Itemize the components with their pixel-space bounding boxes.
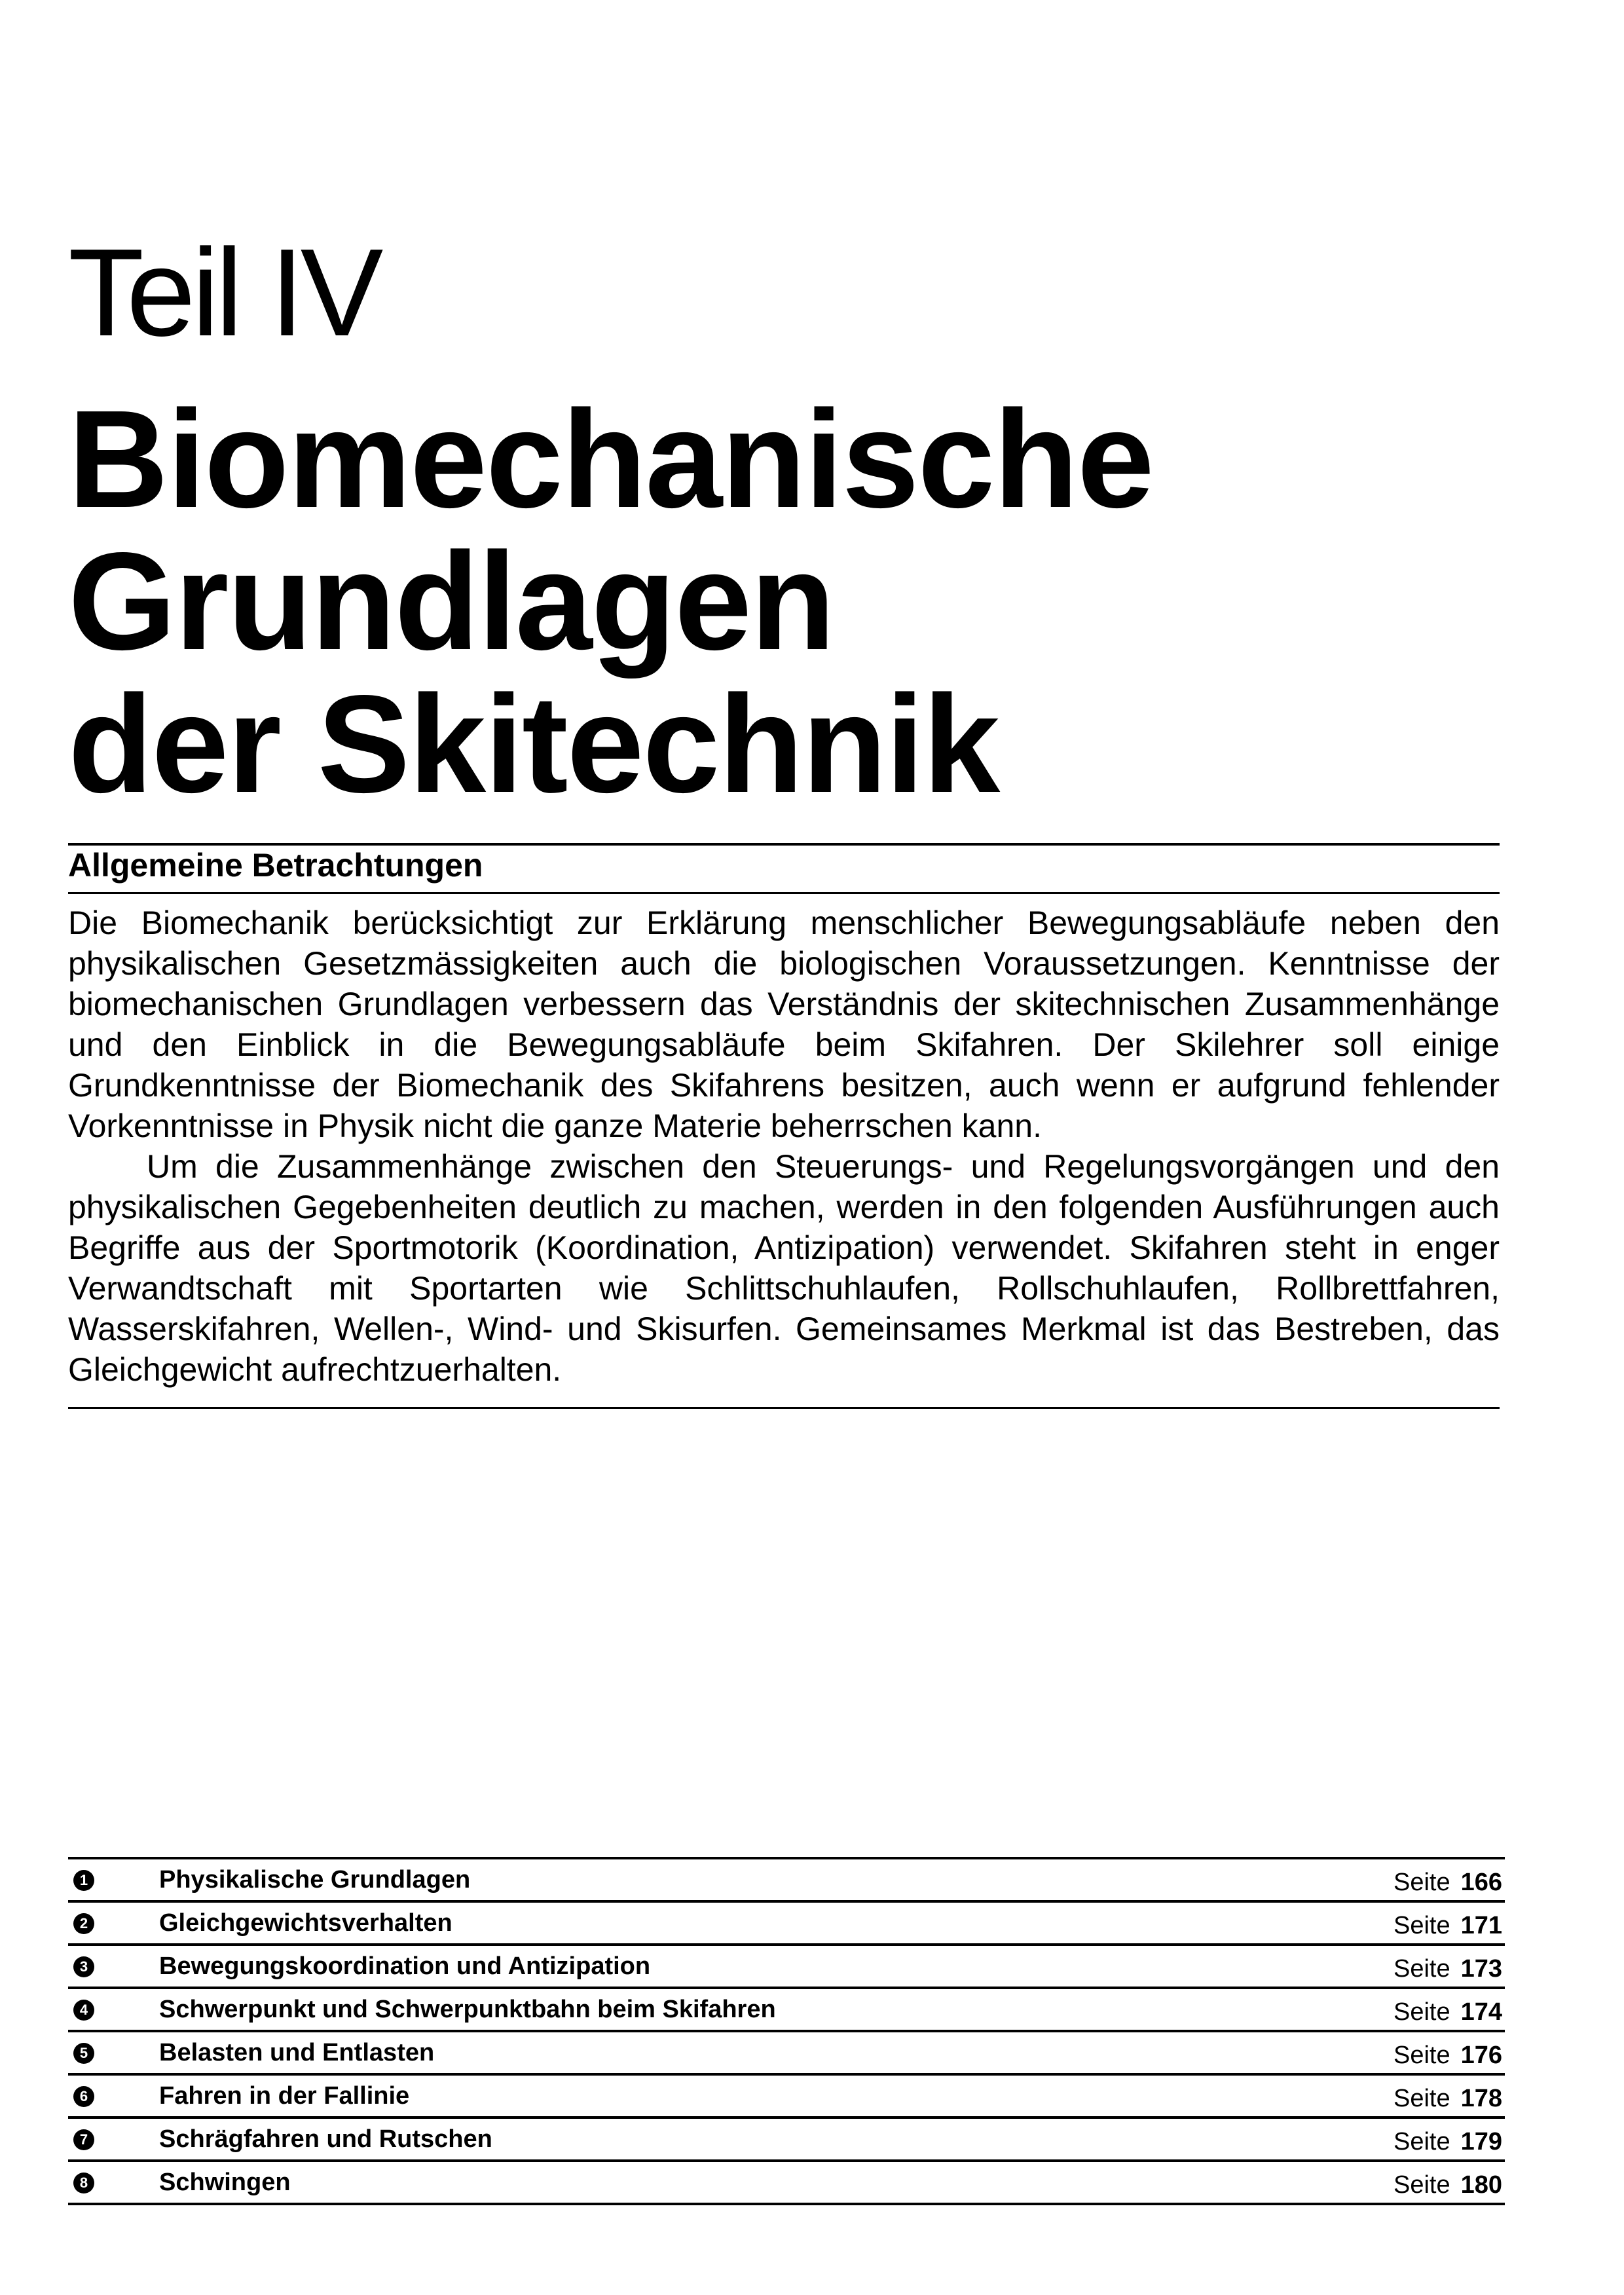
toc-item-page — [1393, 2000, 1502, 2024]
toc-item-title: Schrägfahren und Rutschen — [159, 2125, 492, 2153]
page-number: 174 — [1460, 1998, 1502, 2026]
page-prefix: Seite — [1393, 2171, 1450, 2199]
section-heading: Allgemeine Betrachtungen — [68, 847, 483, 884]
toc-item-title: Fahren in der Fallinie — [159, 2082, 410, 2110]
page-number: 180 — [1460, 2171, 1502, 2199]
page-prefix: Seite — [1393, 1998, 1450, 2026]
toc-item-page — [1393, 2173, 1502, 2197]
intro-text — [68, 903, 1500, 1390]
section-top-rule — [68, 843, 1500, 846]
toc-item[interactable] — [68, 2076, 1505, 2119]
section-bottom-rule — [68, 1407, 1500, 1409]
toc-item-title: Belasten und Entlasten — [159, 2039, 435, 2066]
chapter-number-badge: 8 — [73, 2173, 94, 2193]
chapter-number-badge: 4 — [73, 2000, 94, 2021]
page-prefix: Seite — [1393, 1869, 1450, 1896]
title-line-1: Biomechanische — [68, 381, 1153, 536]
page-prefix: Seite — [1393, 2042, 1450, 2069]
toc-item[interactable] — [68, 2032, 1505, 2076]
part-label: Teil IV — [68, 223, 380, 362]
intro-paragraph-2: Um die Zusammenhänge zwischen den Steuerungs- und Regelungsvorgängen und den physikalischen Gegebenheiten deutlich zu machen, werden in den folgenden Ausführungen auch Begriffe aus der Sportmotorik (Koordination, Antizipation) verwendet. Skifahren steht in enger Verwandtschaft mit Sportarten wie Schlittschuhlaufen, Rollschuhlaufen, Rollbrettfahren, Wasserskifahren, Wellen-, Wind- und Skisurfen. Gemeinsames Merkmal ist das Bestreben, das Gleichgewicht aufrechtzuerhalten. — [68, 1148, 1500, 1388]
toc-item[interactable] — [68, 2119, 1505, 2162]
toc-item-title: Schwerpunkt und Schwerpunktbahn beim Skifahren — [159, 1996, 776, 2023]
table-of-contents — [68, 1857, 1505, 2205]
toc-item-page — [1393, 1870, 1502, 1895]
toc-item-title: Schwingen — [159, 2169, 291, 2196]
toc-item-page — [1393, 1913, 1502, 1938]
page-prefix: Seite — [1393, 2085, 1450, 2112]
toc-item-title: Bewegungskoordination und Antizipation — [159, 1952, 651, 1980]
chapter-number-badge: 3 — [73, 1956, 94, 1977]
toc-item-page — [1393, 2043, 1502, 2068]
intro-paragraph-1: Die Biomechanik berücksichtigt zur Erklärung menschlicher Bewegungsabläufe neben den physikalischen Gesetzmässigkeiten auch die biologischen Voraussetzungen. Kenntnisse der biomechanischen Grundlagen verbessern das Verständnis der skitechnischen Zusammenhänge und den Einblick in die Bewegungsabläufe beim Skifahren. Der Skilehrer soll einige Grundkenntnisse der Biomechanik des Skifahrens besitzen, auch wenn er aufgrund fehlender Vorkenntnisse in Physik nicht die ganze Materie beherrschen kann. — [68, 905, 1500, 1144]
page-number: 173 — [1460, 1955, 1502, 1983]
toc-item[interactable] — [68, 1857, 1505, 1903]
chapter-number-badge: 2 — [73, 1913, 94, 1934]
toc-item[interactable] — [68, 2162, 1505, 2205]
page-number: 171 — [1460, 1912, 1502, 1939]
section-heading-rule — [68, 892, 1500, 894]
page-prefix: Seite — [1393, 1912, 1450, 1939]
toc-item[interactable] — [68, 1989, 1505, 2032]
title-line-3: der Skitechnik — [68, 666, 999, 821]
page-prefix: Seite — [1393, 1955, 1450, 1983]
toc-item[interactable] — [68, 1946, 1505, 1989]
page-prefix: Seite — [1393, 2128, 1450, 2155]
page-number: 176 — [1460, 2042, 1502, 2069]
page-number: 166 — [1460, 1869, 1502, 1896]
page-number: 179 — [1460, 2128, 1502, 2155]
toc-item-title: Physikalische Grundlagen — [159, 1866, 471, 1894]
toc-item-page — [1393, 1956, 1502, 1981]
chapter-number-badge: 5 — [73, 2043, 94, 2064]
chapter-number-badge: 7 — [73, 2129, 94, 2150]
toc-item-page — [1393, 2129, 1502, 2154]
toc-item[interactable] — [68, 1903, 1505, 1946]
toc-item-title: Gleichgewichtsverhalten — [159, 1909, 452, 1937]
title-line-2: Grundlagen — [68, 523, 834, 679]
toc-item-page — [1393, 2086, 1502, 2111]
page-number: 178 — [1460, 2085, 1502, 2112]
chapter-number-badge: 6 — [73, 2086, 94, 2107]
chapter-number-badge: 1 — [73, 1870, 94, 1891]
